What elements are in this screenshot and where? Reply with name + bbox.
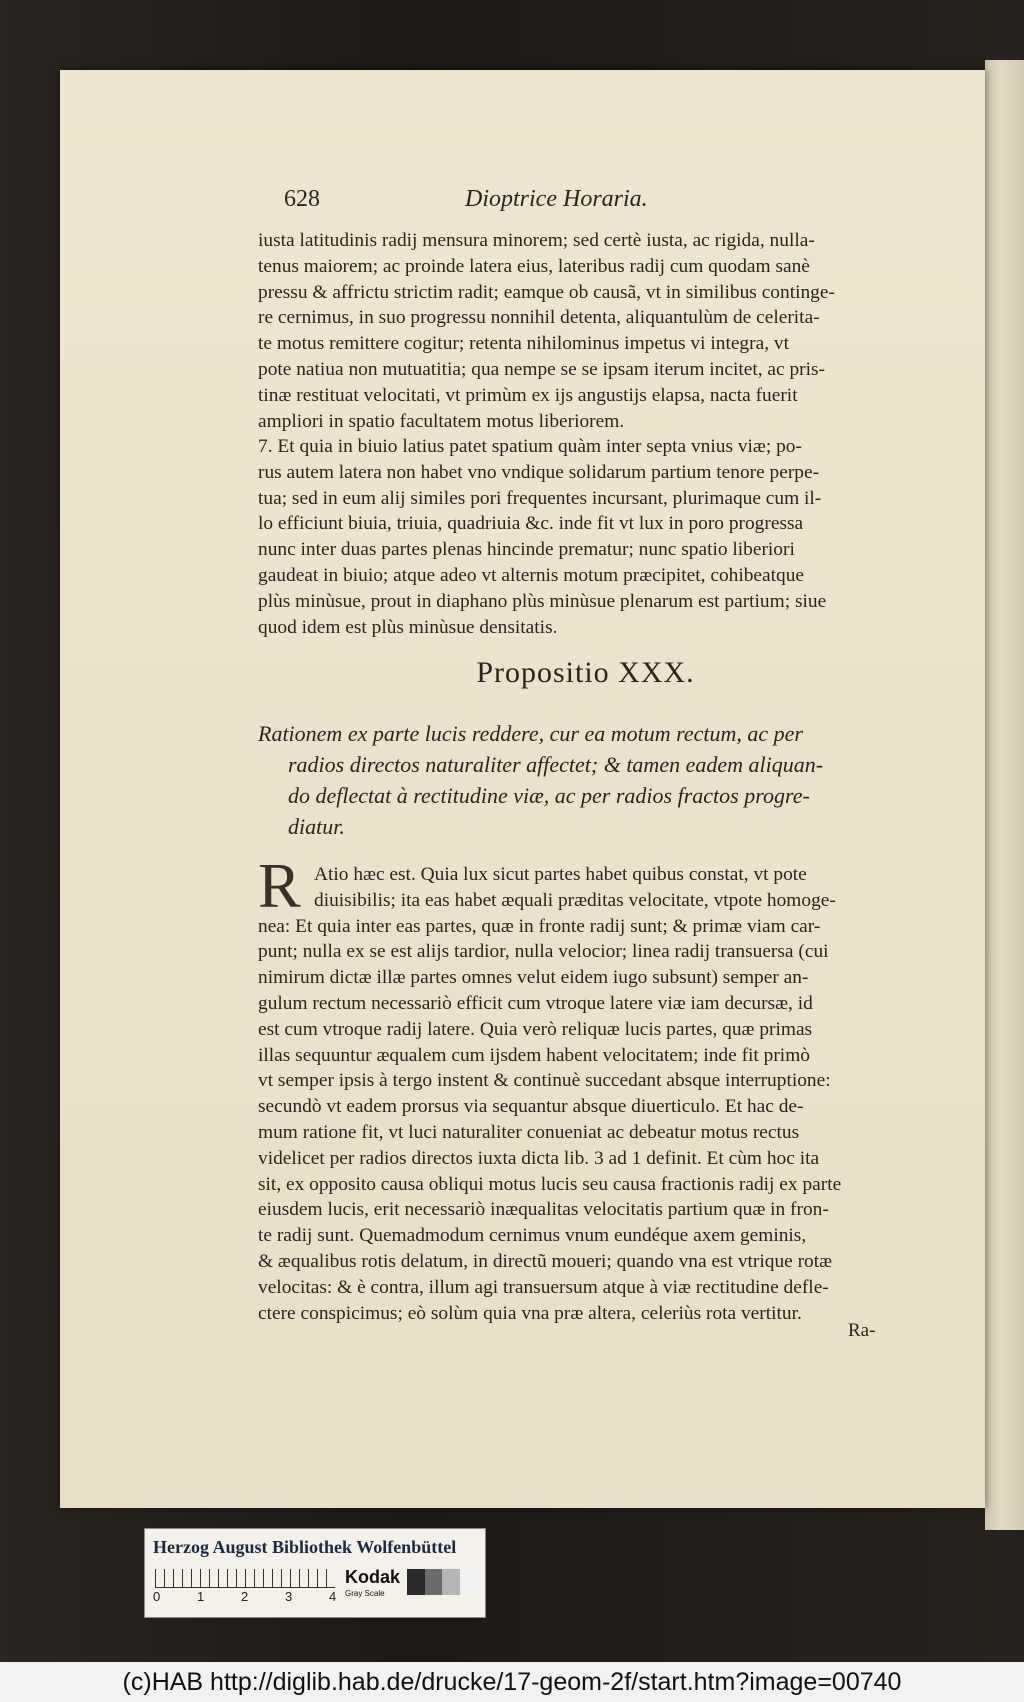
text-line: Rationem ex parte lucis reddere, cur ea motum rectum, ac per [258,721,803,746]
text-line: re cernimus, in suo progressu nonnihil detenta, aliquantulùm de celerita- [258,307,820,329]
text-line: gaudeat in biuio; atque adeo vt alternis motum præcipitet, cohibeatque [258,564,805,586]
text-line: iusta latitudinis radij mensura minorem; sed certè iusta, ac rigida, nulla- [258,230,815,251]
scale-ruler [153,1569,337,1604]
text-line: velocitas: & è contra, illum agi transuersum atque à viæ rectitudine defle- [258,1276,829,1298]
text-line: & æqualibus rotis delatum, in directũ moueri; quando vna est vtrique rotæ [258,1250,833,1272]
text-line: lo efficiunt biuia, triuia, quadriuia &c. inde fit vt lux in poro progressa [258,513,804,535]
text-line: nimirum dictæ illæ partes omnes velut eidem iugo subsunt) semper an- [258,967,809,989]
text-line: radios directos naturaliter affectet; & tamen eadem aliquan- [288,752,824,777]
paragraph-continued [258,228,913,434]
gray-scale-swatches [407,1569,477,1595]
ruler-ticks [155,1569,335,1588]
text-line: gulum rectum necessariò efficit cum vtroque latere viæ iam decursæ, id [258,992,813,1014]
ruler-number: 3 [285,1589,293,1604]
text-line: nunc inter duas partes plenas hincinde prematur; nunc spatio liberiori [258,539,795,561]
library-name: Herzog August Bibliothek Wolfenbüttel [153,1537,457,1557]
gray-swatch [460,1569,478,1595]
gray-swatch [442,1569,460,1595]
text-line: mum ratione fit, vt luci naturaliter conueniat ac debeatur motus rectus [258,1121,800,1143]
text-line: tua; sed in eum alij similes pori frequentes incursant, plurimaque cum il- [258,487,822,509]
drop-cap: R [258,850,301,921]
text-line: te radij sunt. Quemadmodum cernimus vnum eundéque axem geminis, [258,1225,807,1247]
text-line: tenus maiorem; ac proinde latera eius, lateribus radij cum quodam sanè [258,255,810,277]
catchword: Ra- [848,1320,876,1341]
paragraph-7 [258,434,913,640]
gray-swatch [407,1569,425,1595]
text-line: eiusdem lucis, erit necessariò inæqualitas velocitatis partium quæ in fron- [258,1199,829,1221]
text-line: punt; nulla ex se est alijs tardior, nulla velocior; linea radij transuersa (cui [258,941,829,963]
text-line: sit, ex opposito causa obliqui motus lucis seu causa fractionis radij ex parte [258,1173,842,1195]
text-line: illas sequuntur æqualem cum ijsdem habent velocitatem; inde fit primò [258,1044,810,1066]
running-head [258,186,913,220]
ruler-number: 0 [153,1589,161,1604]
ruler-number: 2 [241,1589,249,1604]
library-color-card [144,1528,486,1618]
text-line: quod idem est plùs minùsue densitatis. [258,616,558,638]
proposition-statement [258,718,913,842]
text-line: diatur. [288,814,345,839]
text-line: diuisibilis; ita eas habet æquali præditas velocitate, vtpote homoge- [314,889,836,911]
paragraph-ratio [258,862,913,1326]
text-line: pressu & affrictu strictim radit; eamque ob causã, vt in similibus continge- [258,281,835,303]
text-line: do deflectat à rectitudine viæ, ac per radios fractos progre- [288,783,810,808]
text-line: nea: Et quia inter eas partes, quæ in fronte radij sunt; & primæ viam car- [258,915,821,937]
text-line: Atio hæc est. Quia lux sicut partes habet quibus constat, vt pote [314,864,807,885]
text-line: 7. Et quia in biuio latius patet spatium quàm inter septa vnius viæ; po- [258,436,802,457]
proposition-heading: Propositio XXX. [476,656,695,689]
text-line: videlicet per radios directos iuxta dicta lib. 3 ad 1 definit. Et cùm hoc ita [258,1147,820,1169]
text-line: est cum vtroque radij latere. Quia verò reliquæ lucis partes, quæ primas [258,1018,813,1040]
text-line: plùs minùsue, prout in diaphano plùs minùsue plenarum est partium; siue [258,590,827,612]
text-line: te motus remittere cogitur; retenta nihilominus impetus vi integra, vt [258,333,789,355]
text-line: tinæ restituat velocitati, vt primùm ex ijs angustijs elapsa, nacta fuerit [258,384,798,406]
gray-swatch [425,1569,443,1595]
text-line: rus autem latera non habet vno vndique solidarum partium tenore perpe- [258,461,820,483]
text-line: vt semper ipsis à tergo instent & continuè succedant absque interruptione: [258,1070,831,1092]
credit-url: (c)HAB http://diglib.hab.de/drucke/17-geom-2f/start.htm?image=00740 [0,1662,1024,1702]
text-line: secundò vt eadem prorsus via sequantur absque diuerticulo. Et hac de- [258,1096,804,1118]
ruler-number: 1 [197,1589,205,1604]
gray-scale-caption: Gray Scale [345,1589,385,1598]
text-line: ctere conspicimus; eò solùm quia vna præ altera, celeriùs rota vertitur. [258,1302,802,1324]
page-number: 628 [284,186,320,212]
kodak-brand: Kodak [345,1567,401,1587]
ruler-number: 4 [329,1589,337,1604]
next-page-edge [985,60,1024,1530]
text-line: ampliori in spatio facultatem motus liberiorem. [258,410,625,432]
text-line: pote natiua non mutuatitia; qua nempe se se ipsam iterum incitet, ac pris- [258,358,826,380]
running-title: Dioptrice Horaria. [465,186,648,212]
